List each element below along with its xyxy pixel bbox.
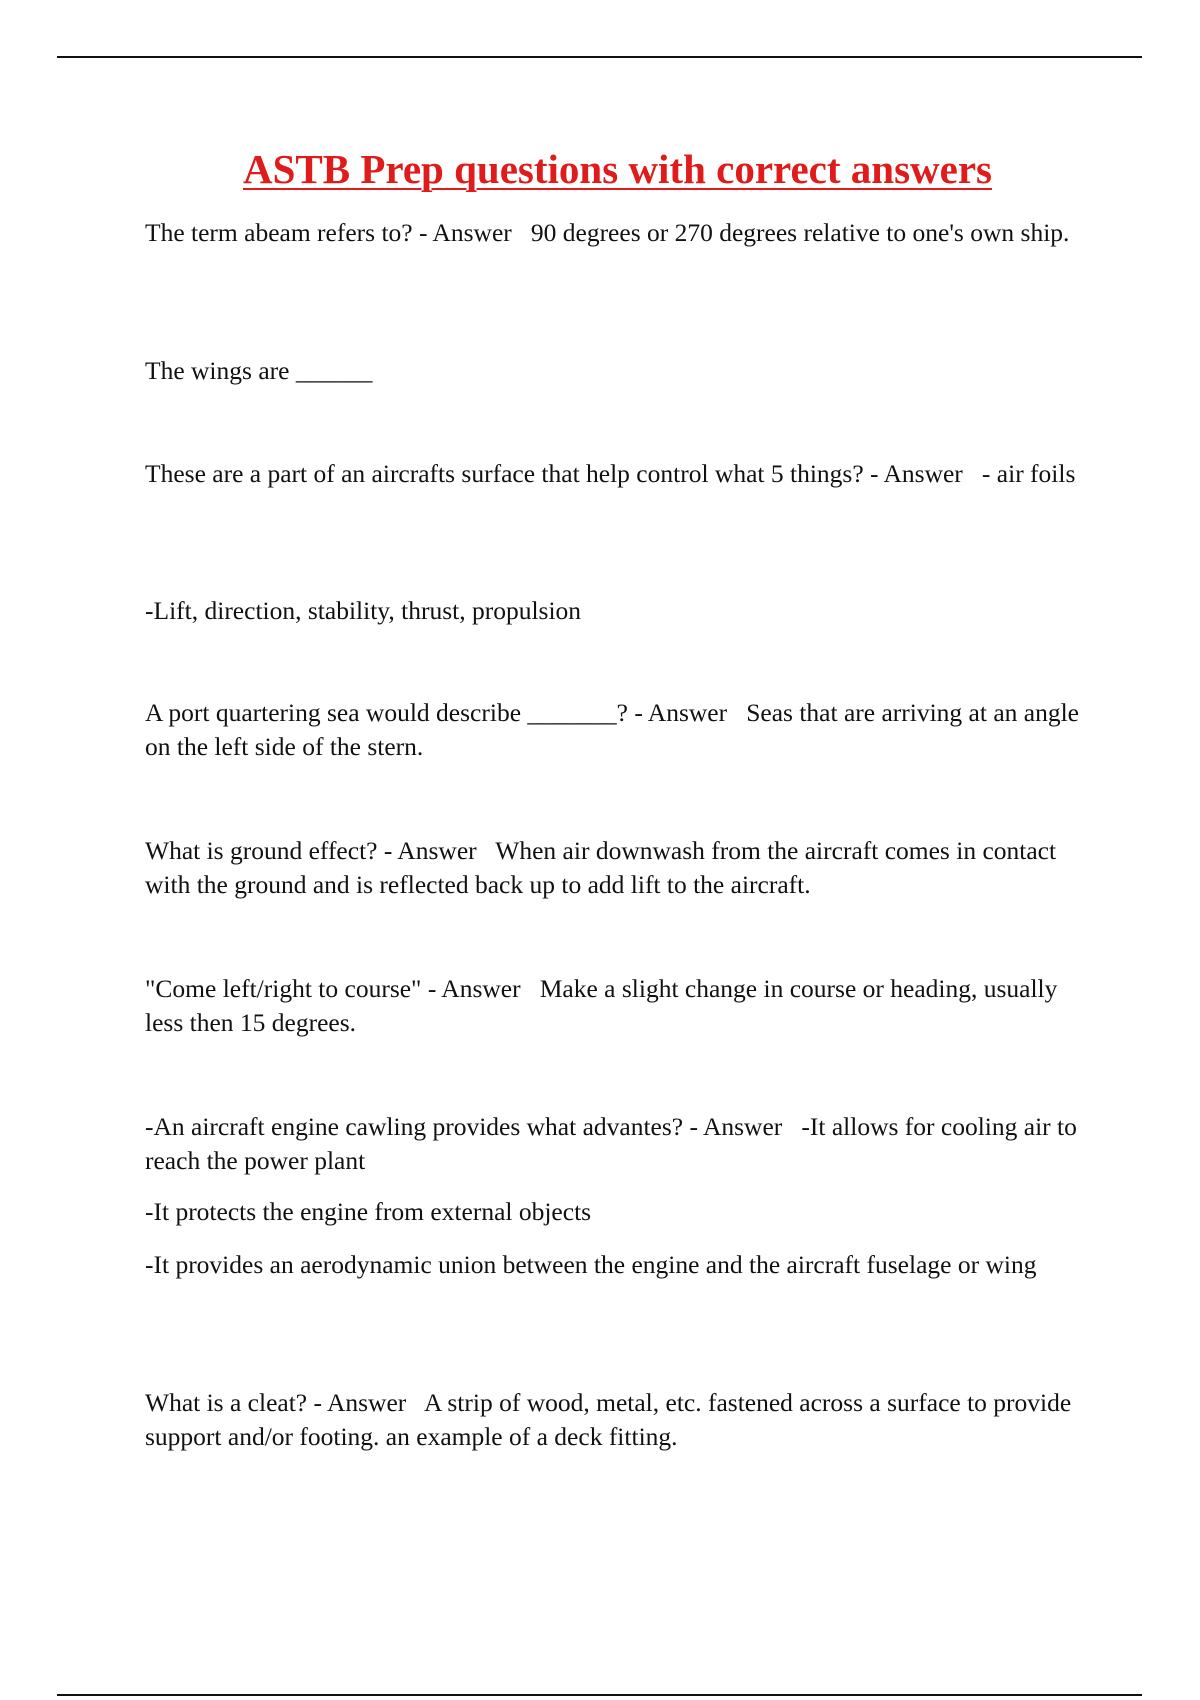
qa-paragraph: -An aircraft engine cawling provides what advantes? - Answer -It allows for cooling air to reach the power plant [145,1112,1084,1175]
qa-paragraph: -It protects the engine from external objects [145,1197,592,1226]
qa-paragraph: What is ground effect? - Answer When air downwash from the aircraft comes in contact with the ground and is reflected back up to add lift to the aircraft. [145,836,1063,899]
page-title: ASTB Prep questions with correct answers [243,146,992,192]
qa-paragraph: A port quartering sea would describe _______? - Answer Seas that are arriving at an angle on the left side of the stern. [145,698,1086,761]
qa-paragraph: -Lift, direction, stability, thrust, propulsion [145,596,582,625]
qa-paragraph: These are a part of an aircrafts surface that help control what 5 things? - Answer - air foils [145,459,1076,488]
qa-paragraph: "Come left/right to course" - Answer Make a slight change in course or heading, usually less then 15 degrees. [145,974,1064,1037]
qa-paragraph: -It provides an aerodynamic union between the engine and the aircraft fuselage or wing [145,1250,1037,1279]
qa-paragraph: What is a cleat? - Answer A strip of wood, metal, etc. fastened across a surface to provide support and/or footing. an example of a deck fitting. [145,1388,1078,1451]
qa-paragraph: The term abeam refers to? - Answer 90 degrees or 270 degrees relative to one's own ship. [145,218,1070,247]
qa-paragraph: The wings are ______ [145,356,373,385]
bottom-rule [57,1694,1142,1696]
top-rule [57,56,1142,58]
